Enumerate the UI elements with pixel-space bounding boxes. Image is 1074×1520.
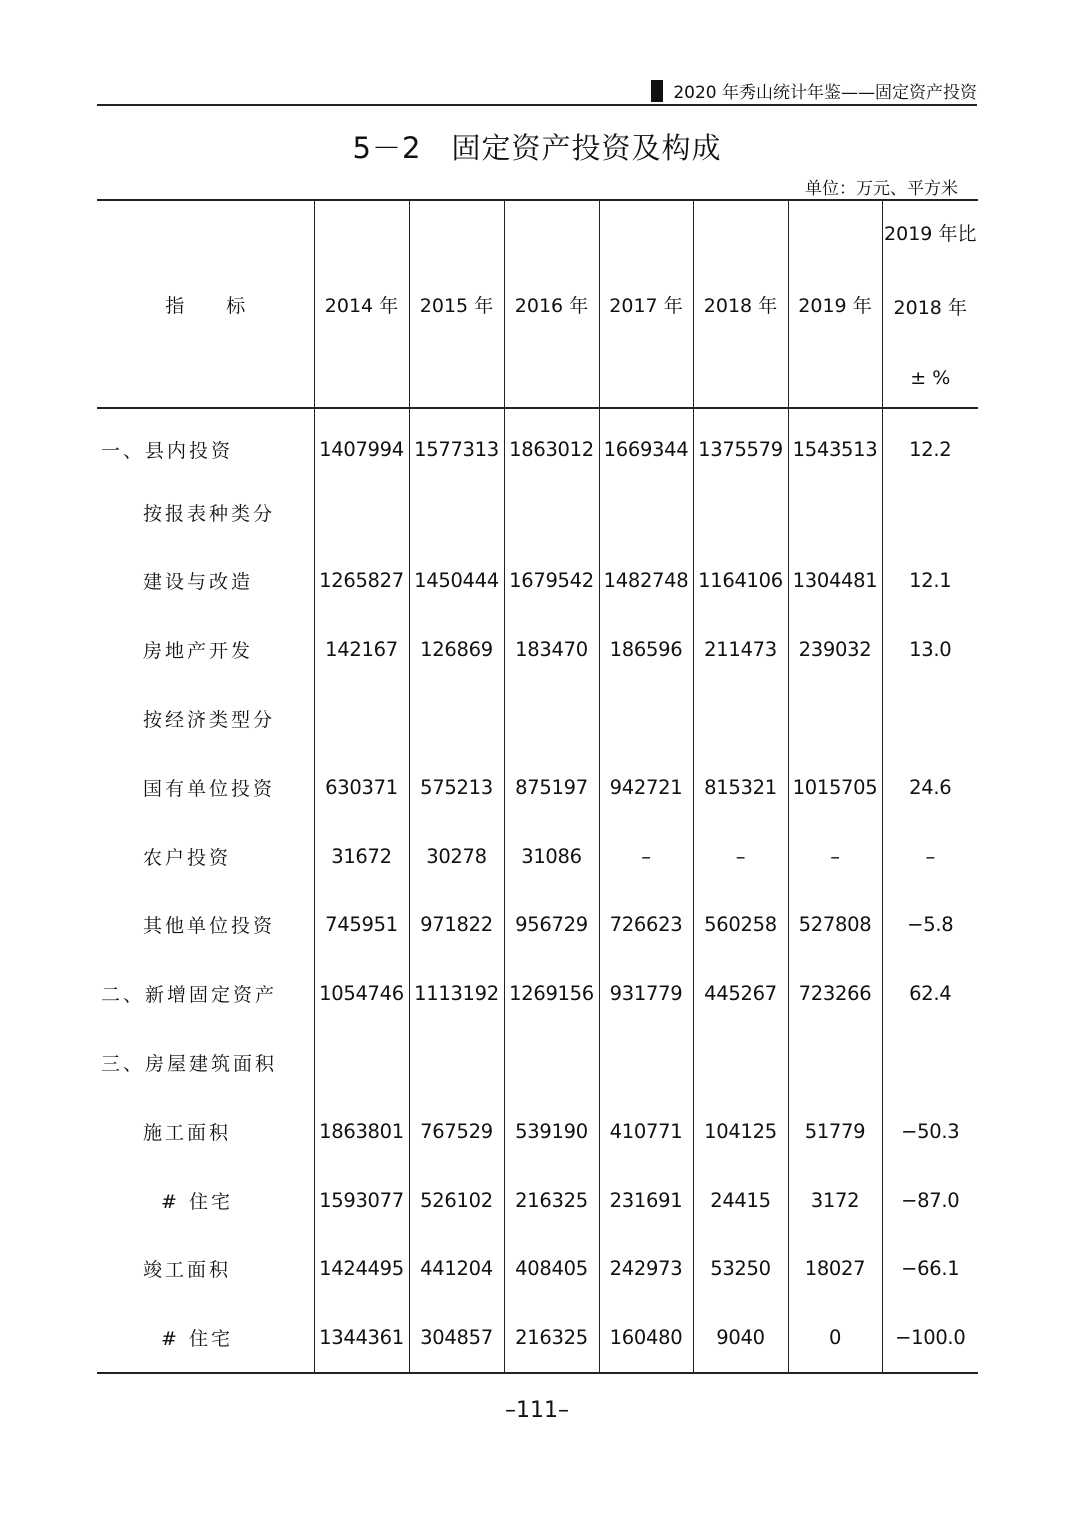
value-cell: 630371 <box>314 753 409 822</box>
value-cell <box>504 684 599 753</box>
table-row <box>97 1235 978 1304</box>
value-cell: 1482748 <box>599 547 693 616</box>
row-label: # 住宅 <box>97 1303 314 1373</box>
value-cell: 931779 <box>599 959 693 1028</box>
value-cell: 30278 <box>409 822 504 891</box>
row-label: 其他单位投资 <box>143 915 276 938</box>
change-cell: −5.8 <box>882 891 978 960</box>
change-cell <box>882 478 978 547</box>
value-cell: 18027 <box>788 1235 882 1304</box>
value-cell <box>693 478 788 547</box>
value-cell: 211473 <box>693 615 788 684</box>
table-row <box>97 684 978 753</box>
change-cell: −66.1 <box>882 1235 978 1304</box>
value-cell: 0 <box>788 1303 882 1373</box>
table-title: 5－2 固定资产投资及构成 <box>352 131 722 165</box>
row-label: 建设与改造 <box>143 571 254 594</box>
value-cell: 408405 <box>504 1235 599 1304</box>
row-label: 三、房屋建筑面积 <box>101 1053 278 1076</box>
value-cell: 1304481 <box>788 547 882 616</box>
value-cell: 1015705 <box>788 753 882 822</box>
value-cell: 216325 <box>504 1166 599 1235</box>
row-label: 国有单位投资 <box>143 777 276 800</box>
value-cell: 1054746 <box>314 959 409 1028</box>
value-cell: 304857 <box>409 1303 504 1373</box>
value-cell: 767529 <box>409 1097 504 1166</box>
table-row <box>97 891 978 960</box>
value-cell <box>314 478 409 547</box>
value-cell: 239032 <box>788 615 882 684</box>
page-header <box>97 76 977 106</box>
value-cell: 31672 <box>314 822 409 891</box>
value-cell: 560258 <box>693 891 788 960</box>
value-cell: 526102 <box>409 1166 504 1235</box>
year-header: 2016 年 <box>504 200 599 408</box>
value-cell: 242973 <box>599 1235 693 1304</box>
value-cell <box>599 684 693 753</box>
value-cell: 53250 <box>693 1235 788 1304</box>
change-cell: – <box>882 822 978 891</box>
investment-table <box>97 199 978 1374</box>
value-cell: 186596 <box>599 615 693 684</box>
table-row <box>97 1097 978 1166</box>
value-cell: 1863012 <box>504 408 599 478</box>
value-cell: 1269156 <box>504 959 599 1028</box>
value-cell: 1375579 <box>693 408 788 478</box>
value-cell: 1450444 <box>409 547 504 616</box>
year-header: 2014 年 <box>314 200 409 408</box>
value-cell: 745951 <box>314 891 409 960</box>
row-label: 一、县内投资 <box>101 439 234 462</box>
value-cell: 539190 <box>504 1097 599 1166</box>
year-header: 2017 年 <box>599 200 693 408</box>
value-cell: 956729 <box>504 891 599 960</box>
value-cell: 1407994 <box>314 408 409 478</box>
value-cell: 1164106 <box>693 547 788 616</box>
value-cell <box>693 684 788 753</box>
value-cell: 575213 <box>409 753 504 822</box>
value-cell: 1344361 <box>314 1303 409 1373</box>
header-text: 2020 年秀山统计年鉴——固定资产投资 <box>673 83 977 103</box>
value-cell: 1593077 <box>314 1166 409 1235</box>
value-cell: 3172 <box>788 1166 882 1235</box>
row-label: 按经济类型分 <box>143 709 276 732</box>
value-cell: 1265827 <box>314 547 409 616</box>
value-cell: 971822 <box>409 891 504 960</box>
table-row <box>97 478 978 547</box>
value-cell: 942721 <box>599 753 693 822</box>
value-cell: 441204 <box>409 1235 504 1304</box>
table-row <box>97 615 978 684</box>
year-header: 2015 年 <box>409 200 504 408</box>
table-row <box>97 822 978 891</box>
value-cell: 815321 <box>693 753 788 822</box>
table-row <box>97 1028 978 1097</box>
value-cell <box>409 684 504 753</box>
value-cell <box>599 1028 693 1097</box>
value-cell: – <box>599 822 693 891</box>
value-cell: 875197 <box>504 753 599 822</box>
row-label: 施工面积 <box>143 1121 232 1144</box>
header-block-mark <box>651 80 663 102</box>
compare-header: 2019 年比 2018 年 ± % <box>882 200 978 408</box>
value-cell <box>788 478 882 547</box>
table-header-row <box>97 200 978 408</box>
change-cell: 13.0 <box>882 615 978 684</box>
value-cell: 1113192 <box>409 959 504 1028</box>
value-cell: 410771 <box>599 1097 693 1166</box>
table-row <box>97 1303 978 1373</box>
value-cell: 126869 <box>409 615 504 684</box>
value-cell: 1543513 <box>788 408 882 478</box>
value-cell: 160480 <box>599 1303 693 1373</box>
row-label: 农户投资 <box>143 846 232 869</box>
row-label: # 住宅 <box>161 1190 233 1213</box>
value-cell: 231691 <box>599 1166 693 1235</box>
change-cell: −50.3 <box>882 1097 978 1166</box>
value-cell: 9040 <box>693 1303 788 1373</box>
row-label: 竣工面积 <box>143 1259 232 1282</box>
value-cell: – <box>693 822 788 891</box>
change-cell <box>882 684 978 753</box>
change-cell: −87.0 <box>882 1166 978 1235</box>
value-cell <box>504 478 599 547</box>
unit-note: 单位：万元、平方米 <box>805 179 958 199</box>
change-cell: −100.0 <box>882 1303 978 1373</box>
value-cell <box>409 1028 504 1097</box>
value-cell <box>314 1028 409 1097</box>
value-cell: 726623 <box>599 891 693 960</box>
value-cell: – <box>788 822 882 891</box>
value-cell: 24415 <box>693 1166 788 1235</box>
year-header: 2018 年 <box>693 200 788 408</box>
table-row <box>97 408 978 478</box>
change-cell: 12.2 <box>882 408 978 478</box>
value-cell: 1577313 <box>409 408 504 478</box>
row-label: 二、新增固定资产 <box>101 984 278 1007</box>
indicator-header: 指标 <box>97 200 314 408</box>
value-cell: 1863801 <box>314 1097 409 1166</box>
table-row <box>97 753 978 822</box>
value-cell: 1669344 <box>599 408 693 478</box>
change-cell: 24.6 <box>882 753 978 822</box>
value-cell: 445267 <box>693 959 788 1028</box>
value-cell: 1679542 <box>504 547 599 616</box>
value-cell <box>788 684 882 753</box>
value-cell: 183470 <box>504 615 599 684</box>
page-number: –111– <box>505 1398 569 1423</box>
value-cell: 527808 <box>788 891 882 960</box>
value-cell <box>788 1028 882 1097</box>
value-cell: 51779 <box>788 1097 882 1166</box>
value-cell: 1424495 <box>314 1235 409 1304</box>
value-cell: 31086 <box>504 822 599 891</box>
table-row <box>97 959 978 1028</box>
value-cell <box>314 684 409 753</box>
change-cell: 12.1 <box>882 547 978 616</box>
value-cell <box>693 1028 788 1097</box>
row-label: 房地产开发 <box>143 640 254 663</box>
year-header: 2019 年 <box>788 200 882 408</box>
change-cell: 62.4 <box>882 959 978 1028</box>
value-cell: 142167 <box>314 615 409 684</box>
value-cell <box>409 478 504 547</box>
row-label: 按报表种类分 <box>143 502 276 525</box>
value-cell <box>599 478 693 547</box>
value-cell: 104125 <box>693 1097 788 1166</box>
table-row <box>97 547 978 616</box>
value-cell <box>504 1028 599 1097</box>
value-cell: 723266 <box>788 959 882 1028</box>
table-row <box>97 1166 978 1235</box>
value-cell: 216325 <box>504 1303 599 1373</box>
change-cell <box>882 1028 978 1097</box>
